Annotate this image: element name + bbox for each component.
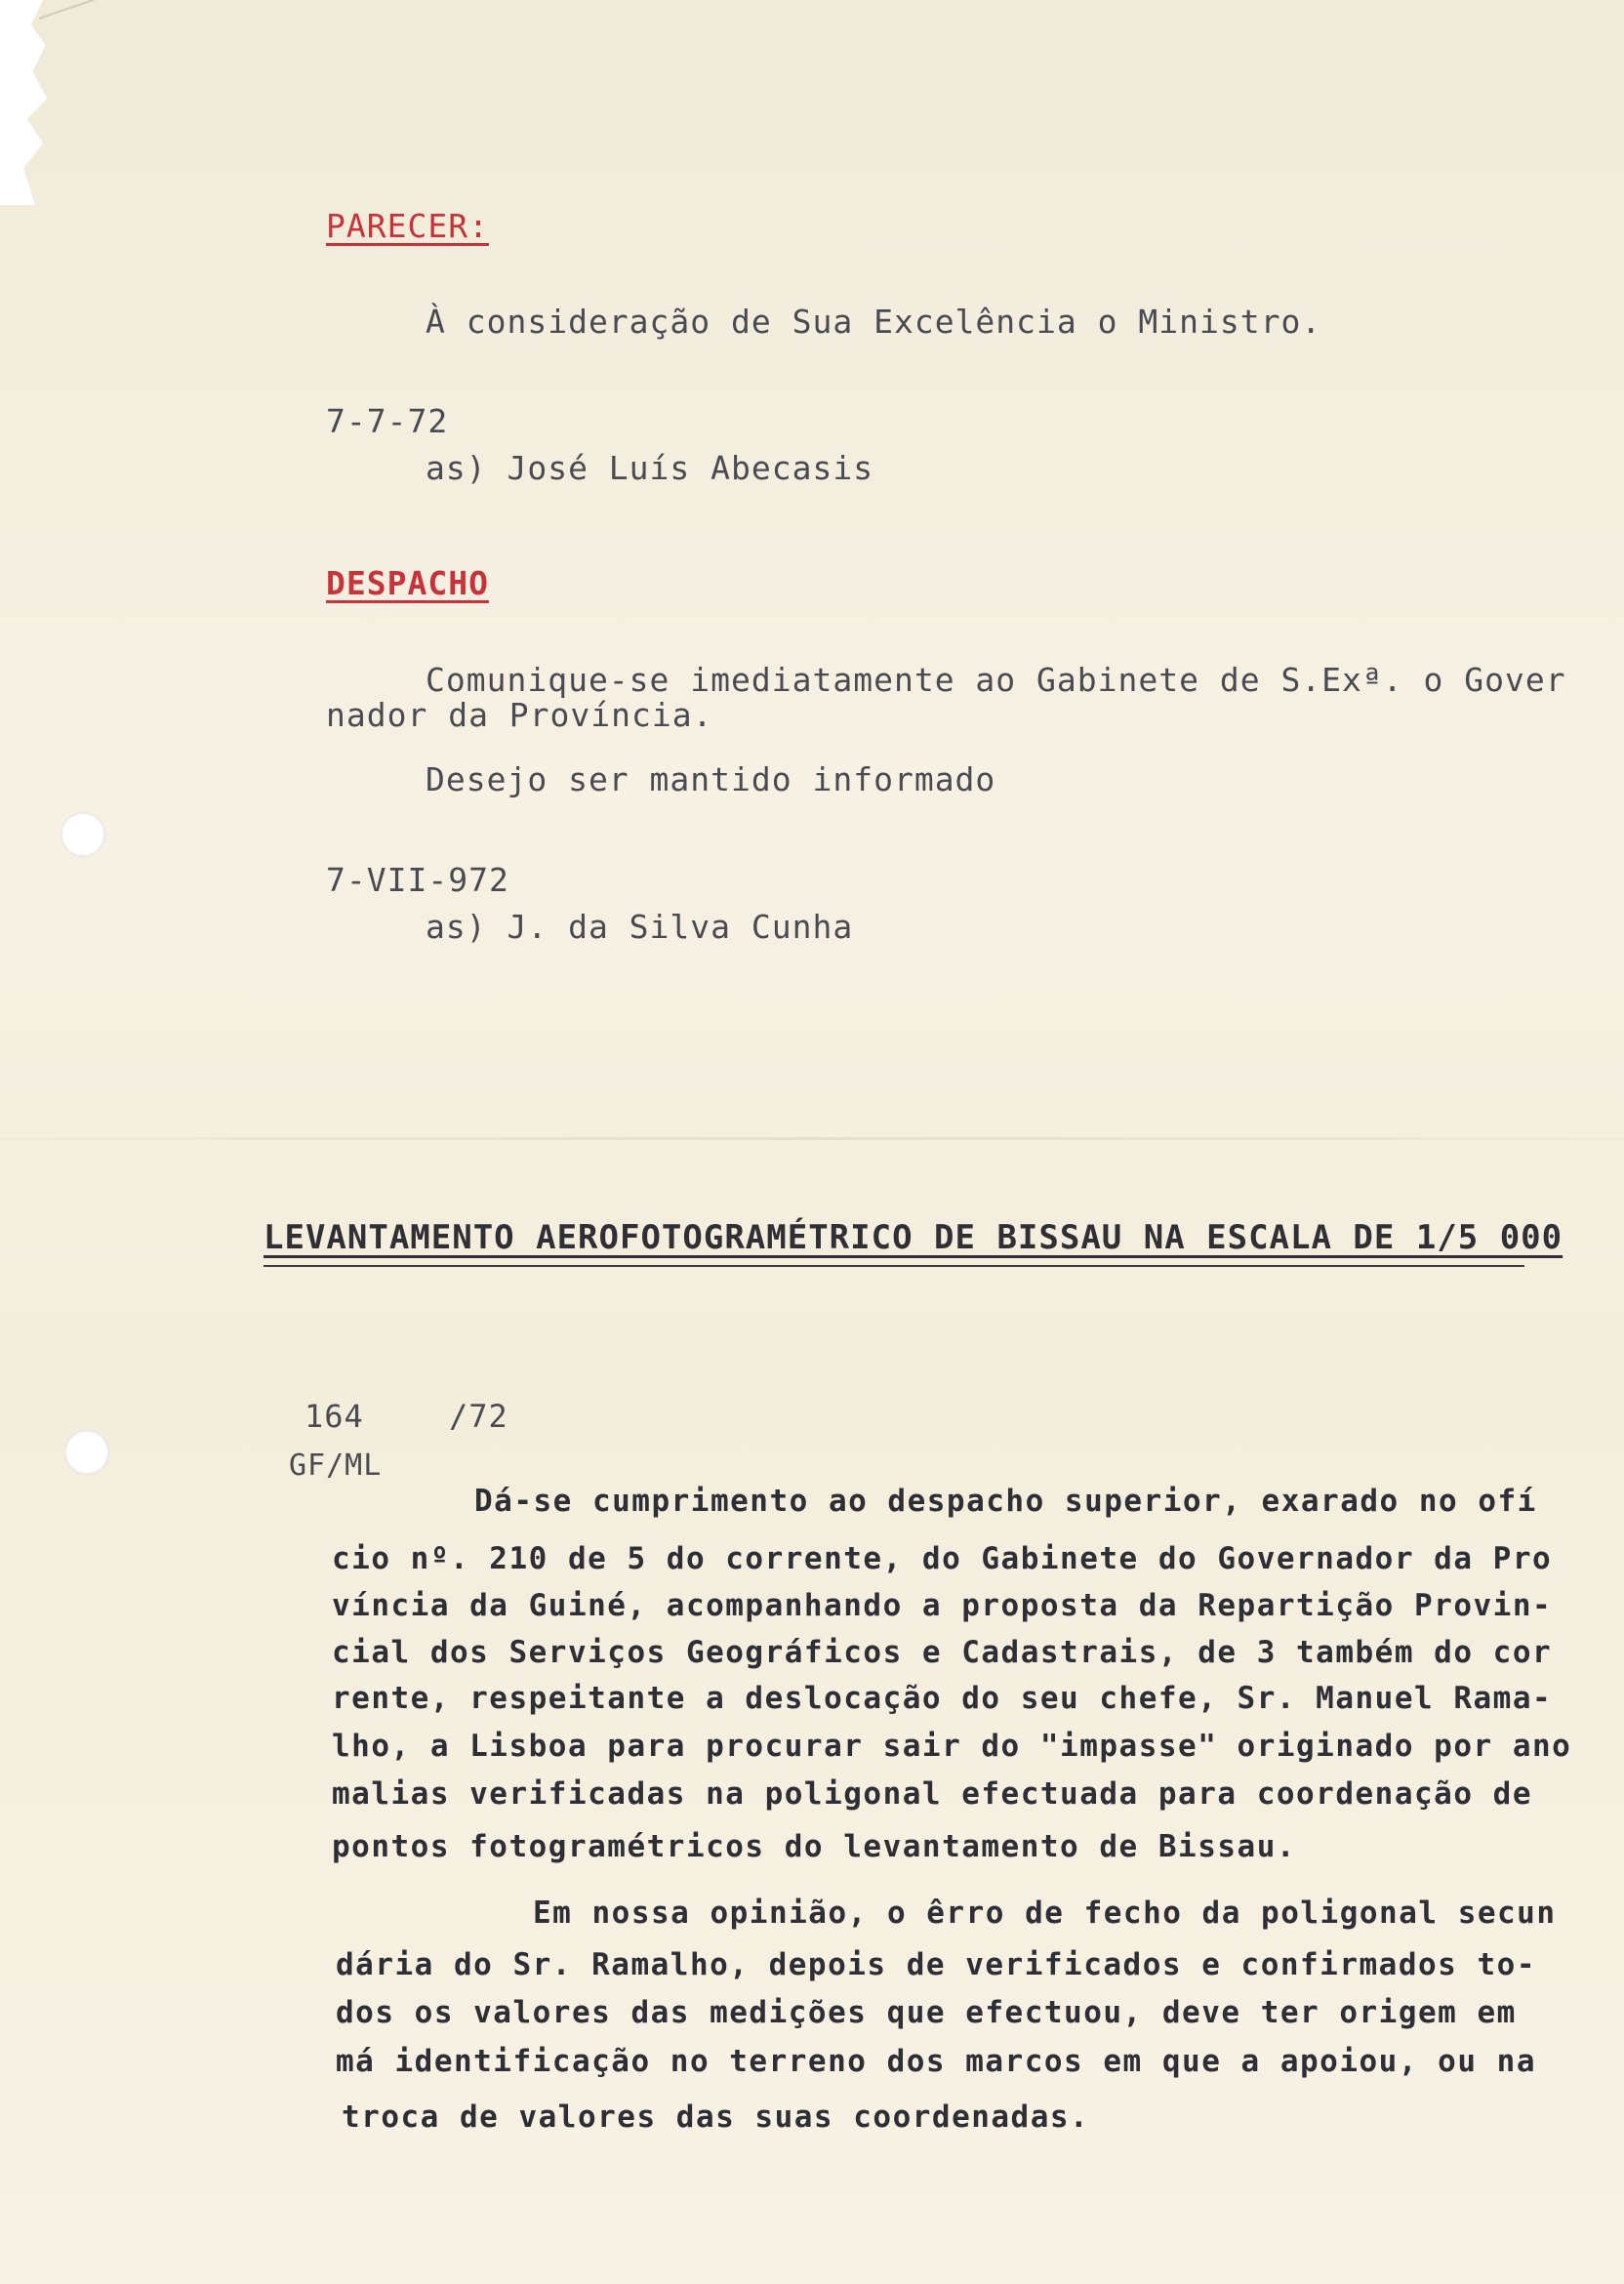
paragraph-1-line: víncia da Guiné, acompanhando a proposta da Repartição Provin- xyxy=(332,1588,1553,1623)
punch-hole-bottom xyxy=(64,1430,109,1475)
reference-initials: GF/ML xyxy=(289,1448,383,1483)
despacho-line-1: Comunique-se imediatamente ao Gabinete de S.Exª. o Gover xyxy=(426,661,1566,699)
torn-corner xyxy=(0,0,78,205)
paragraph-2-line: troca de valores das suas coordenadas. xyxy=(342,2100,1090,2135)
reference-number: 164 xyxy=(304,1398,364,1435)
punch-hole-top xyxy=(61,812,105,857)
parecer-heading: PARECER: xyxy=(326,207,489,245)
paper-fold xyxy=(0,1137,1624,1140)
paragraph-1-line: cial dos Serviços Geográficos e Cadastrais, de 3 também do cor xyxy=(332,1635,1553,1670)
parecer-signature: as) José Luís Abecasis xyxy=(426,449,874,487)
paragraph-1-line: pontos fotogramétricos do levantamento de Bissau. xyxy=(332,1829,1297,1864)
paragraph-2-line: dária do Sr. Ramalho, depois de verificados e confirmados to- xyxy=(336,1947,1536,1982)
despacho-line-2: nador da Província. xyxy=(326,696,713,734)
paragraph-2-line: má identificação no terreno dos marcos em que a apoiou, ou na xyxy=(336,2044,1536,2079)
parecer-text: À consideração de Sua Excelência o Ministro. xyxy=(426,303,1322,341)
document-title: LEVANTAMENTO AEROFOTOGRAMÉTRICO DE BISSAU NA ESCALA DE 1/5 000 xyxy=(264,1218,1563,1257)
paragraph-2-line: Em nossa opinião, o êrro de fecho da poligonal secun xyxy=(533,1896,1557,1931)
paragraph-1-line: cio nº. 210 de 5 do corrente, do Gabinete do Governador da Pro xyxy=(332,1541,1553,1576)
paragraph-1-line: malias verificadas na poligonal efectuada para coordenação de xyxy=(332,1776,1532,1812)
paragraph-1-line: rente, respeitante a deslocação do seu chefe, Sr. Manuel Rama- xyxy=(332,1681,1553,1716)
reference-year: /72 xyxy=(449,1398,508,1435)
paragraph-1-line: lho, a Lisboa para procurar sair do "impasse" originado por ano xyxy=(332,1729,1572,1764)
despacho-signature: as) J. da Silva Cunha xyxy=(426,908,854,946)
paragraph-1-line: Dá-se cumprimento ao despacho superior, exarado no ofí xyxy=(474,1484,1537,1519)
paragraph-2-line: dos os valores das medições que efectuou, deve ter origem em xyxy=(336,1995,1517,2030)
title-underline xyxy=(264,1265,1524,1267)
despacho-line-3: Desejo ser mantido informado xyxy=(426,760,996,798)
paper-crease xyxy=(39,0,519,20)
despacho-date: 7-VII-972 xyxy=(326,861,509,899)
parecer-date: 7-7-72 xyxy=(326,402,449,440)
despacho-heading: DESPACHO xyxy=(326,564,489,602)
